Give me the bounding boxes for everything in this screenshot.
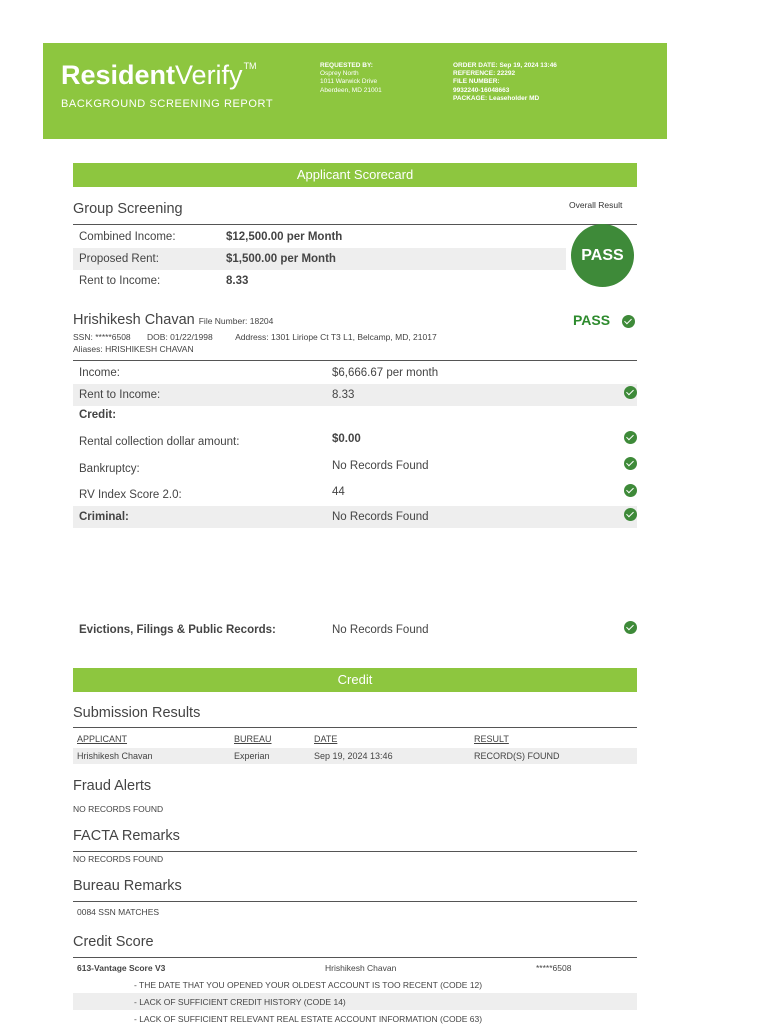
submission-table-header	[73, 731, 637, 747]
row-label: Rent to Income:	[79, 275, 161, 287]
file-number-value: 9932240-16048663	[453, 86, 510, 94]
check-icon	[624, 457, 637, 470]
group-screening-title: Group Screening	[73, 201, 183, 217]
applicant-file-number: File Number: 18204	[198, 316, 274, 326]
column-header: APPLICANT	[77, 734, 128, 744]
row-label: Rental collection dollar amount:	[79, 436, 240, 448]
facta-remarks-title: FACTA Remarks	[73, 828, 180, 844]
applicant-row-income	[73, 362, 637, 384]
bureau-remarks-title: Bureau Remarks	[73, 878, 182, 894]
row-value: $1,500.00 per Month	[226, 253, 336, 265]
column-header: RESULT	[474, 734, 509, 744]
divider	[73, 957, 637, 958]
applicant-address: Address: 1301 Liriope Ct T3 L1, Belcamp, MD, 21017	[235, 332, 437, 342]
brand-light: Verify	[175, 60, 243, 90]
report-header	[43, 43, 667, 139]
applicant-pass-result	[573, 312, 610, 328]
score-reason: - LACK OF SUFFICIENT RELEVANT REAL ESTATE ACCOUNT INFORMATION (CODE 63)	[134, 1014, 483, 1024]
order-info-block	[453, 62, 557, 103]
table-cell: RECORD(S) FOUND	[474, 751, 560, 761]
credit-score-row	[73, 959, 637, 976]
applicant-aliases: Aliases: HRISHIKESH CHAVAN	[73, 344, 194, 354]
table-row	[73, 748, 637, 764]
fraud-alerts-text: NO RECORDS FOUND	[73, 804, 164, 814]
applicant-meta	[73, 332, 437, 342]
check-icon	[622, 315, 635, 328]
score-reason-row	[73, 1010, 637, 1024]
order-reference: REFERENCE: 22292	[453, 70, 516, 78]
order-package: PACKAGE: Leaseholder MD	[453, 94, 540, 102]
applicant-row-rent-to-income	[73, 384, 637, 406]
row-value: $0.00	[332, 433, 361, 445]
column-header: BUREAU	[234, 734, 272, 744]
report-subtitle: BACKGROUND SCREENING REPORT	[61, 98, 274, 110]
row-value: $12,500.00 per Month	[226, 231, 343, 243]
check-icon	[624, 431, 637, 444]
table-cell: Hrishikesh Chavan	[77, 751, 153, 761]
row-label: Proposed Rent:	[79, 253, 159, 265]
check-icon	[624, 621, 637, 634]
row-value: No Records Found	[332, 460, 429, 472]
overall-result-label: Overall Result	[569, 200, 623, 210]
row-label: Bankruptcy:	[79, 463, 140, 475]
table-cell: Experian	[234, 751, 270, 761]
score-model: 613-Vantage Score V3	[77, 963, 166, 973]
applicant-dob: DOB: 01/22/1998	[147, 332, 213, 342]
group-row-combined-income	[73, 226, 637, 248]
requested-by-line: Osprey North	[320, 70, 359, 78]
applicant-row-rv-index	[73, 484, 637, 506]
row-value: $6,666.67 per month	[332, 367, 439, 379]
file-number-label: FILE NUMBER:	[453, 78, 500, 86]
divider	[73, 360, 637, 361]
row-label: Evictions, Filings & Public Records:	[79, 624, 276, 636]
credit-score-title: Credit Score	[73, 934, 154, 950]
row-value: 44	[332, 486, 345, 498]
row-label: RV Index Score 2.0:	[79, 489, 182, 501]
applicant-name: Hrishikesh Chavan	[73, 312, 195, 328]
divider	[73, 727, 637, 728]
fraud-alerts-title: Fraud Alerts	[73, 778, 152, 794]
applicant-row-criminal	[73, 506, 637, 528]
divider	[73, 224, 637, 225]
brand-bold: Resident	[61, 60, 176, 90]
table-cell: Sep 19, 2024 13:46	[314, 751, 393, 761]
applicant-row-bankruptcy	[73, 458, 637, 480]
score-reason: - THE DATE THAT YOU OPENED YOUR OLDEST ACCOUNT IS TOO RECENT (CODE 12)	[134, 980, 483, 990]
requested-by-line: Aberdeen, MD 21001	[320, 86, 382, 94]
row-label: Criminal:	[79, 511, 129, 523]
requested-by-line: 1011 Warwick Drive	[320, 78, 378, 86]
row-value: No Records Found	[332, 624, 429, 636]
row-value: 8.33	[226, 275, 249, 287]
score-reason: - LACK OF SUFFICIENT CREDIT HISTORY (CODE 14)	[134, 997, 346, 1007]
applicant-row-evictions	[73, 619, 637, 641]
submission-results-title: Submission Results	[73, 705, 201, 721]
applicant-name-line	[73, 312, 273, 328]
group-row-proposed-rent	[73, 248, 566, 270]
score-applicant: Hrishikesh Chavan	[325, 963, 397, 973]
row-label: Combined Income:	[79, 231, 176, 243]
check-icon	[624, 508, 637, 521]
facta-remarks-text: NO RECORDS FOUND	[73, 854, 164, 864]
column-header: DATE	[314, 734, 338, 744]
score-reason-row	[73, 976, 637, 993]
applicant-row-credit	[73, 404, 637, 426]
divider	[73, 851, 637, 852]
row-label: Rent to Income:	[79, 389, 161, 401]
row-value: No Records Found	[332, 511, 429, 523]
brand-trademark: TM	[243, 61, 257, 71]
brand-logo	[61, 59, 257, 91]
overall-pass-badge: PASS	[571, 224, 634, 287]
score-reason-row	[73, 993, 637, 1010]
applicant-row-rental-collection	[73, 431, 637, 453]
group-row-rent-to-income	[73, 270, 637, 292]
score-ssn: *****6508	[536, 963, 572, 973]
applicant-result-text: PASS	[573, 312, 611, 328]
credit-bar: Credit	[73, 668, 637, 692]
divider	[73, 901, 637, 902]
row-value: 8.33	[332, 389, 355, 401]
row-label: Income:	[79, 367, 120, 379]
requested-by-block	[320, 62, 382, 95]
check-icon	[624, 386, 637, 399]
scorecard-bar: Applicant Scorecard	[73, 163, 637, 187]
order-date: ORDER DATE: Sep 19, 2024 13:46	[453, 62, 557, 69]
applicant-ssn: SSN: *****6508	[73, 332, 131, 342]
bureau-remarks-text: 0084 SSN MATCHES	[77, 907, 160, 917]
requested-by-label: REQUESTED BY:	[320, 62, 373, 69]
check-icon	[624, 484, 637, 497]
row-label: Credit:	[79, 409, 117, 421]
